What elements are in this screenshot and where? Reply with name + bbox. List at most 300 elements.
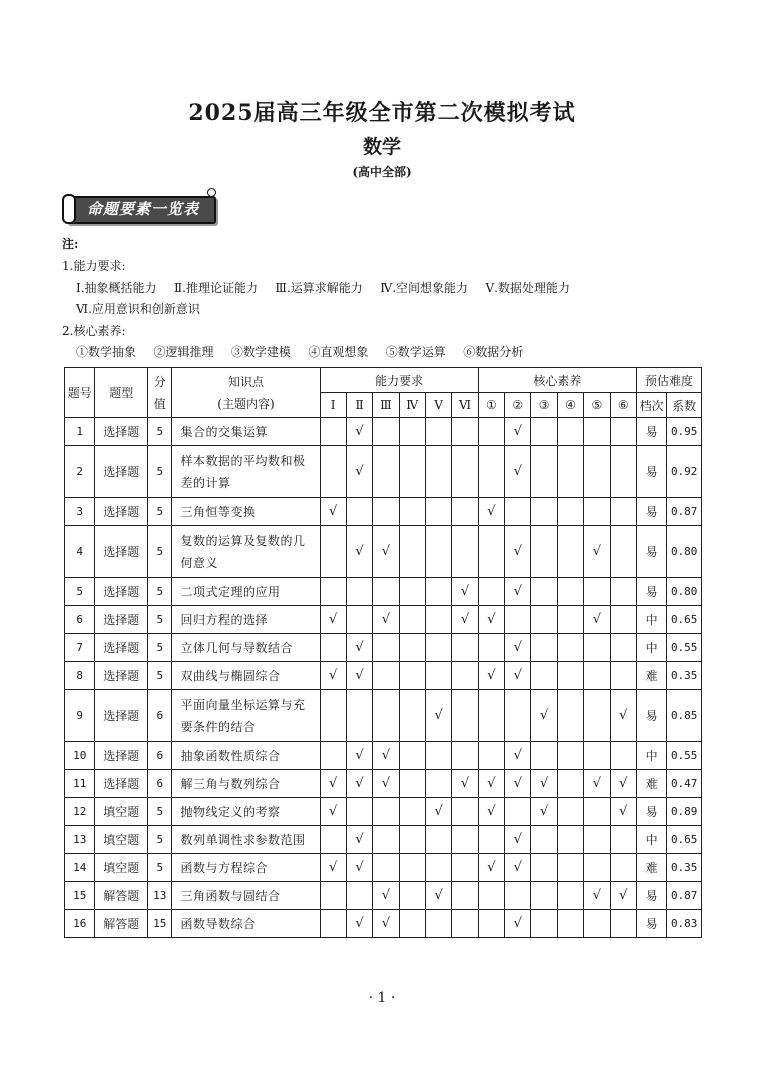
header-ability: 能力要求	[320, 368, 478, 393]
cell-ability-check	[320, 446, 346, 498]
cell-topic: 抛物线定义的考察	[172, 798, 320, 826]
cell-literacy-check	[557, 662, 583, 690]
cell-literacy-check	[531, 742, 557, 770]
cell-ability-check	[373, 578, 399, 606]
cell-ability-check	[373, 418, 399, 446]
section-banner	[62, 188, 216, 224]
cell-ability-check: √	[346, 418, 372, 446]
cell-no: 6	[65, 606, 95, 634]
cell-coefficient: 0.80	[667, 526, 702, 578]
header-ability-col: Ⅴ	[425, 393, 451, 418]
cell-ability-check	[399, 526, 425, 578]
cell-level: 中	[636, 826, 666, 854]
cell-ability-check: √	[320, 662, 346, 690]
table-row	[65, 882, 702, 910]
cell-ability-check: √	[373, 742, 399, 770]
cell-literacy-check: √	[478, 498, 504, 526]
cell-literacy-check	[584, 826, 610, 854]
cell-ability-check	[346, 798, 372, 826]
cell-literacy-check: √	[610, 882, 636, 910]
cell-type: 选择题	[95, 770, 148, 798]
cell-no: 11	[65, 770, 95, 798]
cell-literacy-check: √	[531, 690, 557, 742]
cell-literacy-check	[584, 418, 610, 446]
cell-score: 15	[148, 910, 172, 938]
cell-level: 难	[636, 770, 666, 798]
cell-score: 5	[148, 634, 172, 662]
cell-ability-check	[452, 854, 478, 882]
cell-ability-check: √	[320, 770, 346, 798]
cell-literacy-check: √	[584, 526, 610, 578]
cell-type: 选择题	[95, 446, 148, 498]
table-row	[65, 606, 702, 634]
cell-literacy-check	[557, 526, 583, 578]
cell-topic: 集合的交集运算	[172, 418, 320, 446]
cell-literacy-check: √	[505, 770, 531, 798]
cell-literacy-check: √	[505, 826, 531, 854]
cell-literacy-check: √	[610, 770, 636, 798]
cell-ability-check	[452, 634, 478, 662]
cell-literacy-check: √	[505, 662, 531, 690]
cell-literacy-check: √	[531, 798, 557, 826]
cell-type: 选择题	[95, 526, 148, 578]
cell-coefficient: 0.55	[667, 634, 702, 662]
cell-ability-check	[425, 578, 451, 606]
cell-literacy-check	[478, 526, 504, 578]
cell-score: 5	[148, 662, 172, 690]
cell-topic: 抽象函数性质综合	[172, 742, 320, 770]
cell-ability-check	[373, 662, 399, 690]
cell-coefficient: 0.35	[667, 854, 702, 882]
cell-coefficient: 0.87	[667, 882, 702, 910]
cell-literacy-check	[584, 798, 610, 826]
cell-literacy-check	[610, 854, 636, 882]
cell-level: 中	[636, 606, 666, 634]
cell-level: 中	[636, 634, 666, 662]
page-title: 2025届高三年级全市第二次模拟考试	[188, 100, 576, 126]
header-type: 题型	[95, 368, 148, 418]
cell-type: 填空题	[95, 798, 148, 826]
cell-ability-check: √	[373, 606, 399, 634]
cell-level: 易	[636, 526, 666, 578]
cell-no: 10	[65, 742, 95, 770]
cell-literacy-check: √	[478, 606, 504, 634]
header-literacy-col: ③	[531, 393, 557, 418]
cell-ability-check	[452, 882, 478, 910]
cell-no: 8	[65, 662, 95, 690]
cell-type: 选择题	[95, 578, 148, 606]
cell-literacy-check	[610, 578, 636, 606]
cell-literacy-check	[531, 910, 557, 938]
cell-type: 选择题	[95, 742, 148, 770]
cell-coefficient: 0.95	[667, 418, 702, 446]
cell-type: 选择题	[95, 662, 148, 690]
cell-no: 14	[65, 854, 95, 882]
cell-level: 难	[636, 854, 666, 882]
cell-type: 填空题	[95, 854, 148, 882]
table-row	[65, 578, 702, 606]
cell-no: 15	[65, 882, 95, 910]
cell-topic: 二项式定理的应用	[172, 578, 320, 606]
cell-literacy-check	[584, 578, 610, 606]
cell-literacy-check	[610, 826, 636, 854]
cell-ability-check	[320, 882, 346, 910]
table-row	[65, 770, 702, 798]
cell-literacy-check	[584, 854, 610, 882]
cell-ability-check	[452, 418, 478, 446]
header-topic-top: 知识点	[227, 374, 264, 389]
cell-type: 选择题	[95, 498, 148, 526]
cell-literacy-check	[584, 662, 610, 690]
header-literacy-col: ①	[478, 393, 504, 418]
header-score-top: 分	[153, 374, 166, 389]
cell-ability-check	[399, 882, 425, 910]
cell-literacy-check: √	[505, 742, 531, 770]
table-row	[65, 826, 702, 854]
cell-literacy-check	[478, 690, 504, 742]
cell-literacy-check: √	[478, 798, 504, 826]
cell-coefficient: 0.85	[667, 690, 702, 742]
cell-literacy-check	[557, 498, 583, 526]
cell-score: 5	[148, 498, 172, 526]
cell-score: 5	[148, 418, 172, 446]
cell-topic: 回归方程的选择	[172, 606, 320, 634]
cell-literacy-check: √	[505, 634, 531, 662]
cell-ability-check	[425, 854, 451, 882]
cell-literacy-check	[531, 498, 557, 526]
table-row	[65, 446, 702, 498]
cell-literacy-check	[557, 882, 583, 910]
cell-ability-check: √	[425, 882, 451, 910]
cell-coefficient: 0.55	[667, 742, 702, 770]
cell-literacy-check	[478, 882, 504, 910]
cell-level: 易	[636, 882, 666, 910]
cell-literacy-check: √	[478, 770, 504, 798]
cell-score: 5	[148, 526, 172, 578]
header-difficulty: 预估难度	[636, 368, 701, 393]
cell-topic: 样本数据的平均数和极差的计算	[172, 446, 320, 498]
header-score-bottom: 值	[153, 396, 166, 411]
cell-ability-check	[320, 742, 346, 770]
banner-curl-decoration	[62, 194, 76, 224]
cell-level: 易	[636, 578, 666, 606]
cell-ability-check	[320, 826, 346, 854]
cell-literacy-check	[478, 634, 504, 662]
cell-ability-check	[425, 606, 451, 634]
cell-coefficient: 0.89	[667, 798, 702, 826]
cell-ability-check	[373, 798, 399, 826]
table-body	[65, 418, 702, 938]
cell-literacy-check	[531, 606, 557, 634]
cell-score: 5	[148, 826, 172, 854]
cell-literacy-check	[531, 578, 557, 606]
cell-score: 5	[148, 606, 172, 634]
ability-section-heading: 1.能力要求:	[62, 259, 126, 273]
cell-literacy-check	[557, 578, 583, 606]
cell-ability-check	[399, 606, 425, 634]
cell-literacy-check	[584, 910, 610, 938]
cell-ability-check: √	[346, 634, 372, 662]
header-score	[148, 368, 172, 418]
cell-type: 选择题	[95, 606, 148, 634]
cell-literacy-check: √	[505, 446, 531, 498]
cell-literacy-check: √	[531, 770, 557, 798]
cell-literacy-check	[531, 526, 557, 578]
cell-literacy-check	[478, 742, 504, 770]
cell-literacy-check: √	[584, 882, 610, 910]
cell-ability-check	[425, 770, 451, 798]
cell-type: 选择题	[95, 634, 148, 662]
cell-ability-check	[399, 634, 425, 662]
cell-ability-check	[373, 690, 399, 742]
cell-topic: 立体几何与导数结合	[172, 634, 320, 662]
cell-level: 易	[636, 418, 666, 446]
cell-literacy-check	[505, 882, 531, 910]
header-ability-col: Ⅱ	[346, 393, 372, 418]
cell-literacy-check	[505, 798, 531, 826]
table-row	[65, 418, 702, 446]
cell-coefficient: 0.92	[667, 446, 702, 498]
header-coefficient: 系数	[667, 393, 702, 418]
cell-ability-check: √	[320, 854, 346, 882]
cell-literacy-check	[557, 418, 583, 446]
cell-ability-check	[399, 662, 425, 690]
cell-ability-check	[320, 690, 346, 742]
cell-literacy-check	[584, 742, 610, 770]
cell-score: 13	[148, 882, 172, 910]
table-row	[65, 798, 702, 826]
header-no: 题号	[65, 368, 95, 418]
cell-ability-check: √	[425, 690, 451, 742]
table-row	[65, 498, 702, 526]
cell-literacy-check	[531, 446, 557, 498]
cell-topic: 函数与方程综合	[172, 854, 320, 882]
cell-ability-check: √	[373, 770, 399, 798]
table-row	[65, 526, 702, 578]
header-ability-col: Ⅰ	[320, 393, 346, 418]
cell-ability-check	[425, 826, 451, 854]
cell-ability-check	[346, 690, 372, 742]
cell-topic: 平面向量坐标运算与充要条件的结合	[172, 690, 320, 742]
cell-topic: 数列单调性求参数范围	[172, 826, 320, 854]
cell-literacy-check	[531, 662, 557, 690]
cell-ability-check: √	[452, 578, 478, 606]
cell-ability-check	[452, 662, 478, 690]
cell-topic: 三角恒等变换	[172, 498, 320, 526]
cell-literacy-check: √	[478, 854, 504, 882]
cell-level: 中	[636, 742, 666, 770]
cell-literacy-check: √	[505, 854, 531, 882]
cell-level: 易	[636, 498, 666, 526]
cell-ability-check	[452, 826, 478, 854]
cell-level: 易	[636, 446, 666, 498]
cell-ability-check	[399, 798, 425, 826]
header-level: 档次	[636, 393, 666, 418]
cell-ability-check	[425, 446, 451, 498]
cell-type: 填空题	[95, 826, 148, 854]
cell-literacy-check: √	[478, 662, 504, 690]
cell-literacy-check	[505, 498, 531, 526]
cell-literacy-check	[505, 690, 531, 742]
cell-ability-check	[425, 742, 451, 770]
cell-level: 易	[636, 798, 666, 826]
header-literacy: 核心素养	[478, 368, 636, 393]
table-row	[65, 854, 702, 882]
cell-literacy-check	[557, 634, 583, 662]
cell-ability-check	[399, 578, 425, 606]
cell-literacy-check	[584, 634, 610, 662]
cell-ability-check: √	[346, 826, 372, 854]
header-literacy-col: ⑥	[610, 393, 636, 418]
cell-no: 2	[65, 446, 95, 498]
cell-literacy-check: √	[505, 418, 531, 446]
banner-label: 命题要素一览表	[86, 200, 199, 218]
cell-literacy-check	[478, 418, 504, 446]
cell-literacy-check	[478, 446, 504, 498]
cell-literacy-check: √	[505, 578, 531, 606]
ability-list-line-1: Ⅰ.抽象概括能力 Ⅱ.推理论证能力 Ⅲ.运算求解能力 Ⅳ.空间想象能力 Ⅴ.数据处理能力	[76, 281, 570, 295]
cell-literacy-check: √	[584, 606, 610, 634]
header-ability-col: Ⅲ	[373, 393, 399, 418]
cell-ability-check: √	[373, 910, 399, 938]
cell-literacy-check	[505, 606, 531, 634]
cell-ability-check	[452, 498, 478, 526]
cell-ability-check	[399, 690, 425, 742]
cell-ability-check	[425, 910, 451, 938]
cell-ability-check	[425, 634, 451, 662]
cell-literacy-check	[610, 418, 636, 446]
cell-coefficient: 0.65	[667, 606, 702, 634]
cell-ability-check	[373, 854, 399, 882]
cell-score: 5	[148, 798, 172, 826]
header-topic	[172, 368, 320, 418]
cell-ability-check	[373, 826, 399, 854]
cell-level: 易	[636, 910, 666, 938]
header-literacy-col: ②	[505, 393, 531, 418]
cell-no: 3	[65, 498, 95, 526]
cell-level: 难	[636, 662, 666, 690]
cell-literacy-check	[531, 826, 557, 854]
cell-literacy-check	[584, 690, 610, 742]
cell-topic: 复数的运算及复数的几何意义	[172, 526, 320, 578]
cell-ability-check	[399, 770, 425, 798]
cell-literacy-check	[610, 526, 636, 578]
ability-list-line-2: Ⅵ.应用意识和创新意识	[76, 302, 200, 316]
header-ability-col: Ⅳ	[399, 393, 425, 418]
page-number: · 1 ·	[368, 990, 396, 1006]
cell-ability-check	[425, 662, 451, 690]
cell-score: 6	[148, 742, 172, 770]
cell-ability-check	[452, 798, 478, 826]
cell-score: 6	[148, 690, 172, 742]
cell-ability-check: √	[346, 662, 372, 690]
cell-no: 1	[65, 418, 95, 446]
cell-ability-check	[346, 606, 372, 634]
table-row	[65, 742, 702, 770]
cell-ability-check: √	[346, 770, 372, 798]
cell-literacy-check	[584, 446, 610, 498]
cell-no: 7	[65, 634, 95, 662]
cell-ability-check	[373, 634, 399, 662]
cell-ability-check	[399, 418, 425, 446]
cell-ability-check	[425, 526, 451, 578]
cell-literacy-check	[557, 770, 583, 798]
scope-label: (高中全部)	[352, 165, 412, 179]
cell-literacy-check	[557, 606, 583, 634]
cell-type: 选择题	[95, 418, 148, 446]
cell-ability-check: √	[373, 526, 399, 578]
cell-ability-check	[346, 882, 372, 910]
cell-literacy-check	[610, 634, 636, 662]
cell-literacy-check	[557, 798, 583, 826]
cell-literacy-check	[557, 742, 583, 770]
cell-score: 5	[148, 446, 172, 498]
cell-ability-check	[452, 446, 478, 498]
header-literacy-col: ④	[557, 393, 583, 418]
cell-ability-check	[320, 526, 346, 578]
cell-literacy-check	[610, 446, 636, 498]
cell-literacy-check	[584, 498, 610, 526]
cell-ability-check: √	[346, 742, 372, 770]
literacy-section-heading: 2.核心素养:	[62, 324, 126, 338]
cell-literacy-check	[531, 418, 557, 446]
cell-type: 选择题	[95, 690, 148, 742]
cell-coefficient: 0.65	[667, 826, 702, 854]
cell-no: 4	[65, 526, 95, 578]
cell-literacy-check: √	[505, 910, 531, 938]
cell-ability-check	[425, 498, 451, 526]
cell-literacy-check	[557, 910, 583, 938]
cell-ability-check	[452, 742, 478, 770]
cell-ability-check: √	[346, 854, 372, 882]
banner-dot-decoration	[207, 188, 216, 197]
cell-level: 易	[636, 690, 666, 742]
cell-literacy-check	[531, 882, 557, 910]
cell-literacy-check	[557, 826, 583, 854]
cell-literacy-check	[557, 446, 583, 498]
cell-literacy-check	[557, 690, 583, 742]
cell-ability-check: √	[346, 446, 372, 498]
cell-ability-check	[346, 498, 372, 526]
cell-literacy-check: √	[505, 526, 531, 578]
table-row	[65, 910, 702, 938]
cell-ability-check	[320, 634, 346, 662]
cell-ability-check: √	[346, 910, 372, 938]
cell-score: 5	[148, 854, 172, 882]
cell-no: 12	[65, 798, 95, 826]
cell-ability-check	[399, 742, 425, 770]
cell-literacy-check	[557, 854, 583, 882]
header-literacy-col: ⑤	[584, 393, 610, 418]
cell-ability-check	[399, 910, 425, 938]
cell-ability-check	[399, 854, 425, 882]
subject-title: 数学	[362, 136, 401, 158]
cell-ability-check: √	[320, 498, 346, 526]
cell-ability-check: √	[452, 770, 478, 798]
cell-ability-check	[452, 910, 478, 938]
cell-ability-check: √	[346, 526, 372, 578]
cell-ability-check: √	[373, 882, 399, 910]
cell-topic: 解三角与数列综合	[172, 770, 320, 798]
cell-coefficient: 0.80	[667, 578, 702, 606]
cell-literacy-check	[531, 854, 557, 882]
cell-literacy-check	[478, 578, 504, 606]
cell-literacy-check	[531, 634, 557, 662]
cell-ability-check	[425, 418, 451, 446]
cell-no: 16	[65, 910, 95, 938]
cell-ability-check	[320, 910, 346, 938]
cell-ability-check: √	[320, 798, 346, 826]
